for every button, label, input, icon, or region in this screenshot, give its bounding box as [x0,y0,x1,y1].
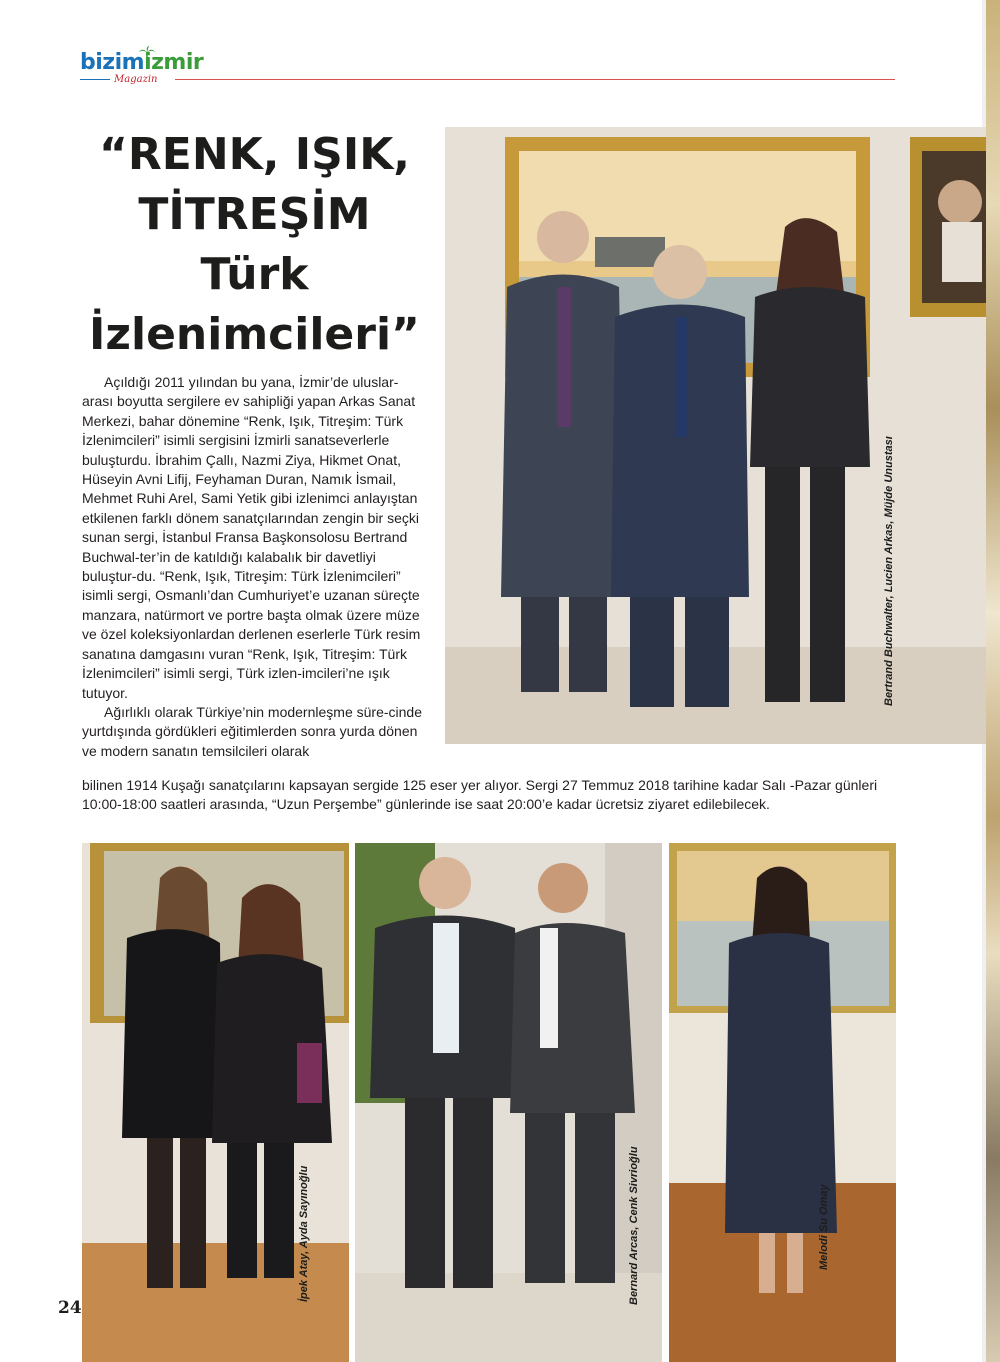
logo-subtitle: Magazin [114,74,158,85]
article-paragraph-2: Ağırlıklı olarak Türkiye’nin modernleşme süre-cinde yurtdışında gördükleri eğitimlerden sonra yurda dönen ve modern sanatın temsilcileri olarak [82,703,422,759]
article-paragraph-2-continued: bilinen 1914 Kuşağı sanatçılarını kapsayan sergide 125 eser yer alıyor. Sergi 27 Temmuz 2018 tarihine kadar Salı -Pazar günleri 10:00-18:00 saatleri arasında, “Uzun Perşembe” günlerinde ise saat 20:00’e kadar ücretsiz ziyaret edilebilecek. [82,777,878,813]
title-line-2: TİTREŞİM [138,189,371,240]
header-rule [175,79,895,80]
photo-middle [355,843,662,1362]
next-page-edge [986,0,1000,1362]
logo-wordmark [80,50,203,75]
header-rule-left [80,79,110,80]
main-photo [445,127,986,744]
logo-accent: izmir [144,50,204,75]
photo-right [669,843,896,1362]
article-body [82,373,422,761]
title-line-4: İzlenimcileri” [89,309,420,360]
page-number: 24 [58,1298,82,1318]
photo-right-caption: Melodi Su Omay [818,1184,830,1270]
magazine-logo [80,46,215,92]
article-title [82,125,427,365]
main-photo-caption: Bertrand Buchwalter, Lucien Arkas, Müjde Unustası [883,436,895,706]
photo-middle-caption: Bernard Arcas, Cenk Sivrioğlu [628,1146,640,1305]
logo-main: bizim [80,50,145,75]
title-line-3: Türk [200,249,309,300]
title-line-1: “RENK, IŞIK, [98,129,411,180]
photo-left-caption: İpek Atay, Ayda Sayınoğlu [298,1165,310,1302]
article-paragraph-1: Açıldığı 2011 yılından bu yana, İzmir’de uluslar-arası boyutta sergilere ev sahipliği yapan Arkas Sanat Merkezi, bahar dönemine “Renk, Işık, Titreşim: Türk İzlenimcileri” isimli sergisini İzmirli sanatseverlerle buluşturdu. İbrahim Çallı, Nazmi Ziya, Hikmet Onat, Hüseyin Avni Lifij, Feyhaman Duran, Namık İsmail, Mehmet Ruhi Arel, Sami Yetik gibi izlenimci anlayıştan etkilenen farklı dönem sanatçılarından zengin bir seçki sunan sergi, İstanbul Fransa Başkonsolosu Bertrand Buchwal-ter’in de katıldığı kalabalık bir davetliyi buluştur-du. “Renk, Işık, Titreşim: Türk İzlenimcileri” isimli sergi, Osmanlı’dan Cumhuriyet’e uzanan süreçte manzara, natürmort ve portre başta olmak üzere müze ve özel koleksiyonlardan derlenen eserlerle Türk resim sanatına damgasını vuran “Renk, Işık, Titreşim: Türk İzlenimcileri” isimli sergi, Türk izlen-imcileri’ne ışık tutuyor. [82,374,421,701]
